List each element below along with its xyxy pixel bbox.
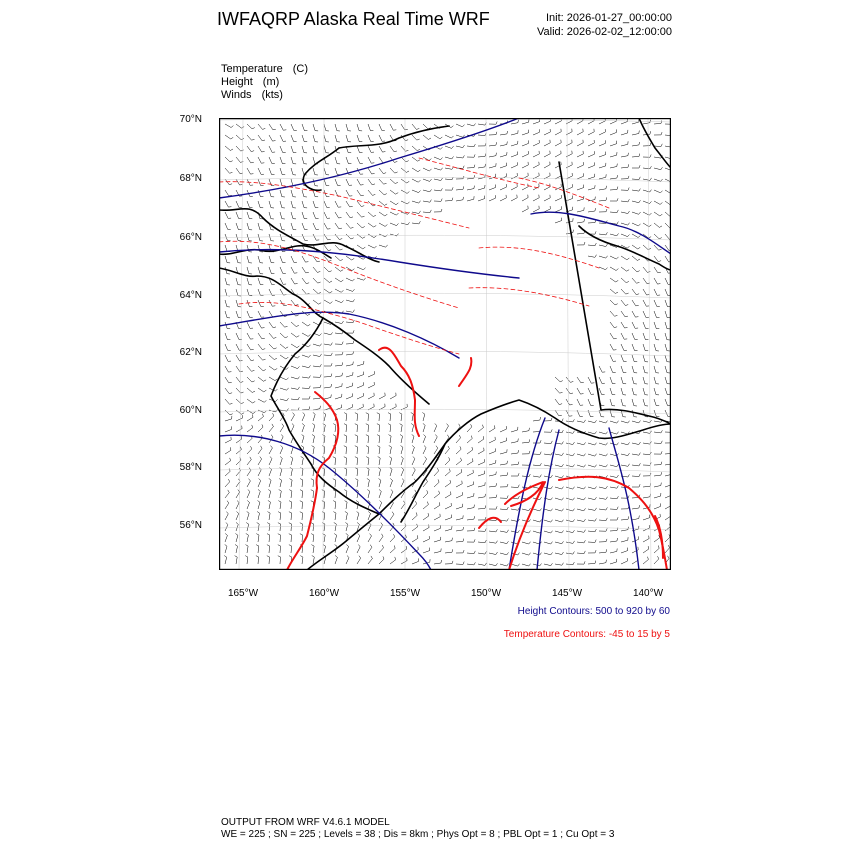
- chart-title: IWFAQRP Alaska Real Time WRF: [217, 9, 490, 29]
- field-height: [221, 76, 279, 88]
- field-name: Height: [221, 76, 253, 88]
- field-unit: (kts): [261, 89, 283, 101]
- valid-time: Valid: 2026-02-02_12:00:00: [537, 26, 672, 38]
- field-unit: (C): [292, 63, 309, 75]
- lon-label-160w: 160°W: [308, 588, 340, 599]
- lon-label-145w: 145°W: [551, 588, 583, 599]
- lat-label-60n: 60°N: [179, 405, 202, 416]
- lat-label-66n: 66°N: [179, 232, 202, 243]
- init-time: Init: 2026-01-27_00:00:00: [546, 12, 672, 24]
- field-name: Winds: [221, 89, 252, 101]
- lat-label-62n: 62°N: [179, 347, 202, 358]
- lat-label-70n: 70°N: [179, 114, 202, 125]
- field-unit: (m): [262, 76, 280, 88]
- forecast-map: [219, 118, 671, 570]
- field-name: Temperature: [221, 63, 283, 75]
- lat-label-68n: 68°N: [179, 173, 202, 184]
- lat-label-64n: 64°N: [179, 290, 202, 301]
- lon-label-150w: 150°W: [470, 588, 502, 599]
- field-winds: [221, 89, 283, 101]
- lon-label-140w: 140°W: [632, 588, 664, 599]
- lat-label-58n: 58°N: [179, 462, 202, 473]
- model-footer-line2: WE = 225 ; SN = 225 ; Levels = 38 ; Dis = 8km ; Phys Opt = 8 ; PBL Opt = 1 ; Cu Opt = 3: [221, 829, 615, 840]
- lat-label-56n: 56°N: [179, 520, 202, 531]
- field-temperature: [221, 63, 308, 75]
- lon-label-155w: 155°W: [389, 588, 421, 599]
- model-footer-line1: OUTPUT FROM WRF V4.6.1 MODEL: [221, 817, 390, 828]
- temperature-contours-note: Temperature Contours: -45 to 15 by 5: [503, 629, 670, 640]
- lon-label-165w: 165°W: [227, 588, 259, 599]
- height-contours-note: Height Contours: 500 to 920 by 60: [517, 606, 670, 617]
